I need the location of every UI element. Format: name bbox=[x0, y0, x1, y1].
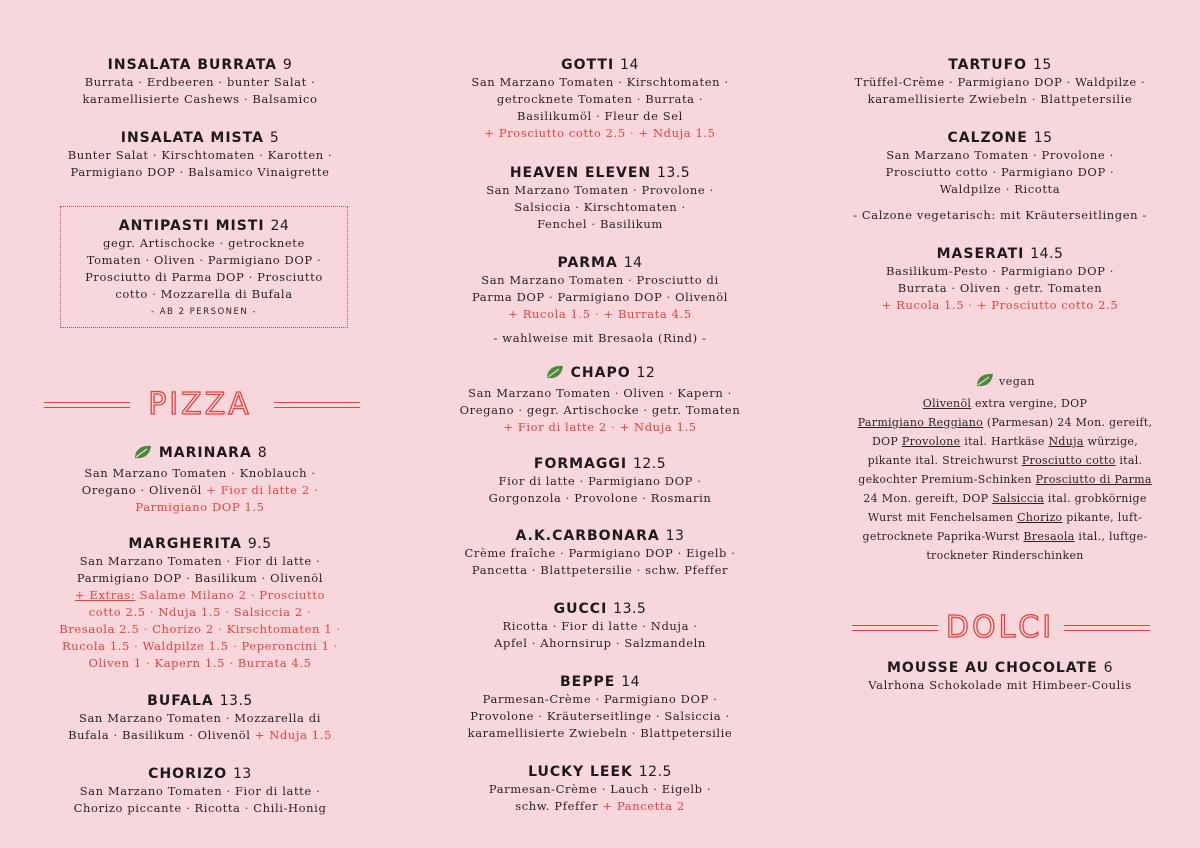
item-price: 12.5 bbox=[632, 456, 667, 472]
item-description: Trüffel-Crème · Parmigiano DOP · Waldpilze · karamellisierte Zwiebeln · Blattpetersilie bbox=[854, 75, 1146, 106]
legend-def: würzige, bbox=[1083, 435, 1139, 448]
menu-item-gotti bbox=[410, 56, 790, 142]
item-price: 14 bbox=[623, 255, 643, 271]
item-price: 6 bbox=[1103, 660, 1113, 676]
legend-def: DOP bbox=[871, 435, 902, 448]
item-price: 5 bbox=[269, 130, 280, 146]
item-description: San Marzano Tomaten · Mozzarella di bbox=[79, 711, 321, 725]
item-extra: Parmigiano DOP 1.5 bbox=[135, 500, 265, 514]
item-description: San Marzano Tomaten · Fior di latte · Parmigiano DOP · Basilikum · Olivenöl bbox=[76, 554, 324, 585]
item-price: 13 bbox=[232, 766, 252, 782]
item-description: Crème fraîche · Parmigiano DOP · Eigelb · Pancetta · Blattpetersilie · schw. Pfeffer bbox=[464, 546, 736, 577]
item-description: Parmesan-Crème · Lauch · Eigelb · bbox=[488, 782, 712, 796]
ingredient-legend bbox=[840, 372, 1170, 565]
item-name: CHORIZO bbox=[148, 766, 228, 782]
legend-def: ital. Hartkäse bbox=[960, 435, 1049, 448]
item-extra: + Fior di latte 2 · + Nduja 1.5 bbox=[503, 420, 697, 434]
item-extra: + Rucola 1.5 · + Burrata 4.5 bbox=[508, 307, 692, 321]
legend-def: pikante, luft- bbox=[1062, 511, 1143, 524]
menu-item-lucky-leek bbox=[410, 763, 790, 815]
leaf-icon bbox=[975, 372, 995, 394]
menu-item-insalata-mista bbox=[10, 129, 390, 181]
item-note: - wahlweise mit Bresaola (Rind) - bbox=[493, 331, 707, 345]
legend-def: getrocknete Paprika-Wurst bbox=[862, 530, 1024, 543]
menu-item-parma bbox=[410, 254, 790, 347]
item-price: 9.5 bbox=[247, 536, 272, 552]
item-description: Ricotta · Fior di latte · Nduja · Apfel · Ahornsirup · Salzmandeln bbox=[494, 619, 706, 650]
item-price: 13.5 bbox=[219, 693, 253, 709]
item-name: TARTUFO bbox=[948, 57, 1028, 73]
leaf-icon bbox=[545, 364, 565, 385]
item-name: MARINARA bbox=[158, 445, 252, 461]
menu-item-maserati bbox=[810, 245, 1190, 314]
item-description-cont: Oregano · Olivenöl bbox=[81, 483, 207, 497]
item-description: San Marzano Tomaten · Fior di latte · Chorizo piccante · Ricotta · Chili-Honig bbox=[73, 784, 327, 815]
item-description: San Marzano Tomaten · Oliven · Kapern · Oregano · gegr. Artischocke · getr. Tomaten bbox=[459, 386, 741, 417]
item-name: GOTTI bbox=[561, 57, 615, 73]
item-description: San Marzano Tomaten · Provolone · Prosciutto cotto · Parmigiano DOP · Waldpilze · Ricotta bbox=[885, 148, 1115, 196]
legend-def: 24 Mon. gereift, DOP bbox=[863, 492, 993, 505]
menu-item-insalata-burrata bbox=[10, 56, 390, 108]
item-name: BEPPE bbox=[559, 674, 616, 690]
menu-item-formaggi bbox=[410, 455, 790, 507]
legend-text bbox=[840, 394, 1170, 565]
legend-term: Olivenöl bbox=[922, 397, 972, 410]
legend-term: Prosciutto di Parma bbox=[1035, 473, 1152, 486]
item-price: 14.5 bbox=[1030, 246, 1064, 262]
item-description: Valrhona Schokolade mit Himbeer-Coulis bbox=[868, 678, 1132, 692]
item-name: CHAPO bbox=[570, 365, 631, 381]
item-name: MASERATI bbox=[936, 246, 1025, 262]
item-price: 15 bbox=[1033, 130, 1053, 146]
item-price: 9 bbox=[282, 57, 293, 73]
item-note: - Calzone vegetarisch: mit Kräuterseitlingen - bbox=[853, 208, 1147, 222]
extras-label: + Extras: bbox=[74, 588, 136, 602]
extras-list: Salame Milano 2 · Prosciutto cotto 2.5 · Nduja 1.5 · Salsiccia 2 · Bresaola 2.5 · Chorizo 2 · Kirschtomaten 1 · Rucola 1.5 · Waldpilze 1.5 · Peperoncini 1 · Oliven 1 · Kapern 1.5 · Burrata 4.5 bbox=[59, 588, 341, 670]
item-price: 15 bbox=[1032, 57, 1052, 73]
item-name: BUFALA bbox=[147, 693, 214, 709]
menu-item-chorizo bbox=[10, 765, 390, 817]
item-description: San Marzano Tomaten · Knoblauch · bbox=[84, 466, 316, 480]
menu-item-tartufo bbox=[810, 56, 1190, 108]
menu-item-ak-carbonara bbox=[410, 527, 790, 579]
item-name: MOUSSE AU CHOCOLATE bbox=[887, 660, 1098, 676]
legend-def: ital. bbox=[1115, 454, 1143, 467]
item-description: Parmesan-Crème · Parmigiano DOP · Provolone · Kräuterseitlinge · Salsiccia · karamellisierte Zwiebeln · Blattpetersilie bbox=[467, 692, 733, 740]
item-price: 24 bbox=[270, 218, 290, 234]
vegan-label: vegan bbox=[999, 375, 1035, 388]
section-heading-dolci bbox=[810, 611, 1190, 647]
item-price: 14 bbox=[620, 57, 639, 73]
legend-def: extra vergine, DOP bbox=[971, 397, 1088, 410]
section-title: PIZZA bbox=[148, 387, 252, 422]
item-extra: + Nduja 1.5 bbox=[254, 728, 332, 742]
item-price: 8 bbox=[257, 445, 268, 461]
legend-term: Salsiccia bbox=[992, 492, 1045, 505]
item-extra: + Fior di latte 2 · bbox=[206, 483, 319, 497]
item-description: Basilikum-Pesto · Parmigiano DOP · Burrata · Oliven · getr. Tomaten bbox=[886, 264, 1114, 295]
item-name: A.K.CARBONARA bbox=[515, 528, 660, 544]
section-title: DOLCI bbox=[945, 610, 1055, 645]
item-price: 12 bbox=[636, 365, 656, 381]
item-description-cont: Bufala · Basilikum · Olivenöl bbox=[68, 728, 255, 742]
menu-item-gucci bbox=[410, 600, 790, 652]
legend-term: Prosciutto cotto bbox=[1021, 454, 1116, 467]
item-description: Burrata · Erdbeeren · bunter Salat · karamellisierte Cashews · Balsamico bbox=[82, 75, 318, 106]
legend-def: ital. grobkörnige bbox=[1044, 492, 1147, 505]
section-heading-pizza bbox=[10, 388, 390, 424]
legend-def: gekochter Premium-Schinken bbox=[858, 473, 1036, 486]
heading-rule-right bbox=[1064, 625, 1150, 631]
item-description: Bunter Salat · Kirschtomaten · Karotten · Parmigiano DOP · Balsamico Vinaigrette bbox=[67, 148, 333, 179]
legend-term: Provolone bbox=[901, 435, 961, 448]
legend-def: ital., luftge- bbox=[1074, 530, 1148, 543]
item-name: ANTIPASTI MISTI bbox=[118, 218, 265, 234]
legend-def: (Parmesan) 24 Mon. gereift, bbox=[983, 416, 1153, 429]
legend-def: trockneter Rinderschinken bbox=[926, 549, 1084, 562]
serving-note: - AB 2 PERSONEN - bbox=[150, 307, 258, 317]
item-name: PARMA bbox=[557, 255, 618, 271]
heading-rule-right bbox=[274, 402, 360, 408]
item-description: San Marzano Tomaten · Kirschtomaten · getrocknete Tomaten · Burrata · Basilikumöl · Fleur de Sel bbox=[471, 75, 729, 123]
legend-term: Nduja bbox=[1048, 435, 1084, 448]
legend-def: pikante ital. Streichwurst bbox=[867, 454, 1022, 467]
menu-item-marinara bbox=[10, 444, 390, 516]
legend-term: Bresaola bbox=[1023, 530, 1075, 543]
item-description: Fior di latte · Parmigiano DOP · Gorgonzola · Provolone · Rosmarin bbox=[488, 474, 712, 505]
menu-item-calzone bbox=[810, 129, 1190, 224]
item-extra: + Prosciutto cotto 2.5 · + Nduja 1.5 bbox=[484, 126, 716, 140]
item-name: CALZONE bbox=[947, 130, 1028, 146]
menu-item-chapo bbox=[410, 364, 790, 436]
item-price: 12.5 bbox=[638, 764, 672, 780]
item-extra: + Rucola 1.5 · + Prosciutto cotto 2.5 bbox=[881, 298, 1119, 312]
menu-item-heaven-eleven bbox=[410, 164, 790, 233]
menu-item-margherita bbox=[10, 535, 390, 672]
item-extra: + Pancetta 2 bbox=[602, 799, 685, 813]
item-description: San Marzano Tomaten · Prosciutto di Parma DOP · Parmigiano DOP · Olivenöl bbox=[471, 273, 729, 304]
menu-item-bufala bbox=[10, 692, 390, 744]
leaf-icon bbox=[133, 444, 153, 465]
item-name: MARGHERITA bbox=[128, 536, 242, 552]
item-name: INSALATA BURRATA bbox=[107, 57, 278, 73]
item-description: San Marzano Tomaten · Provolone · Salsiccia · Kirschtomaten · Fenchel · Basilikum bbox=[486, 183, 714, 231]
menu-item-beppe bbox=[410, 673, 790, 742]
legend-def: Wurst mit Fenchelsamen bbox=[867, 511, 1018, 524]
item-description: gegr. Artischocke · getrocknete Tomaten · Oliven · Parmigiano DOP · Prosciutto di Parma DOP · Prosciutto cotto · Mozzarella di Bufala bbox=[85, 236, 323, 301]
item-description-cont: schw. Pfeffer bbox=[515, 799, 603, 813]
item-price: 13.5 bbox=[613, 601, 647, 617]
item-price: 13 bbox=[665, 528, 685, 544]
legend-term: Parmigiano Reggiano bbox=[857, 416, 984, 429]
item-name: INSALATA MISTA bbox=[120, 130, 264, 146]
item-price: 14 bbox=[621, 674, 641, 690]
item-name: FORMAGGI bbox=[533, 456, 628, 472]
legend-term: Chorizo bbox=[1017, 511, 1063, 524]
item-name: GUCCI bbox=[553, 601, 608, 617]
item-price: 13.5 bbox=[657, 165, 691, 181]
menu-item-antipasti-misti bbox=[60, 206, 348, 328]
item-name: HEAVEN ELEVEN bbox=[509, 165, 652, 181]
menu-item-mousse bbox=[810, 659, 1190, 694]
item-name: LUCKY LEEK bbox=[528, 764, 633, 780]
